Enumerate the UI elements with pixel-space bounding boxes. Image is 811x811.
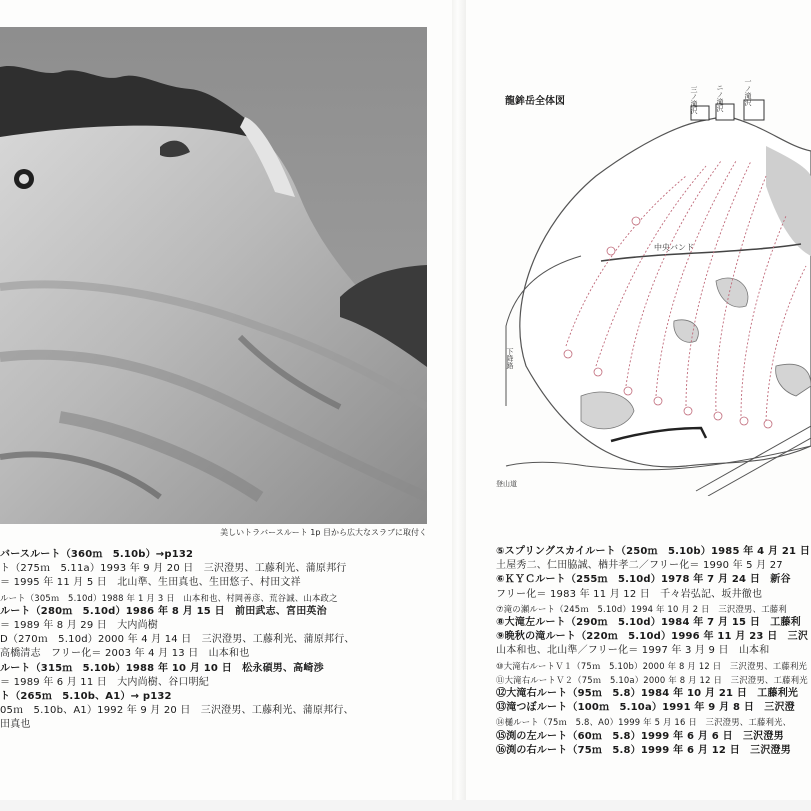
slab-photo xyxy=(0,27,427,524)
gully-label: 三ノ滝沢 xyxy=(690,86,698,114)
route-entry: ト（275ｍ 5.11a）1993 年 9 月 20 日 三沢澄男、工藤利光、蒲原邦行 xyxy=(0,563,347,575)
page-bottom-edge xyxy=(0,800,811,811)
route-entry: ルート（280ｍ 5.10d）1986 年 8 月 15 日 前田武志、宮田英治 xyxy=(0,605,327,617)
topo-map xyxy=(486,66,811,496)
page-gutter xyxy=(452,0,466,811)
route-entry: ルート（305ｍ 5.10d）1988 年 1 月 3 日 山本和也、村岡善彦、荒谷誠、山本政之 xyxy=(0,592,338,603)
route-entry: バースルート（360ｍ 5.10b）→p132 xyxy=(0,549,194,560)
route-entry: ト（265ｍ 5.10b、A1）→ p132 xyxy=(0,691,172,703)
map-title: 龍鉾岳全体図 xyxy=(505,96,565,107)
left-route-list xyxy=(0,548,445,733)
route-entry: ⑧大滝左ルート（290ｍ 5.10d）1984 年 7 月 15 日 工藤利 xyxy=(496,617,801,629)
route-entry: ルート（315ｍ 5.10b）1988 年 10 月 10 日 松永碩男、高崎渉 xyxy=(0,662,324,674)
right-route-list xyxy=(496,545,811,758)
route-entry: ⑫大滝右ルート（95ｍ 5.8）1984 年 10 月 21 日 工藤利光 xyxy=(496,688,799,700)
gully-label: ニノ滝沢 xyxy=(716,84,724,112)
route-entry: ⑭樋ルート（75ｍ 5.8、A0）1999 年 5 月 16 日 三沢澄男、工藤利光、 xyxy=(496,717,792,728)
photo-caption: 美しいトラバースルート 1p 目から広大なスラブに取付く xyxy=(220,528,427,537)
approach-label: 登山道 xyxy=(496,480,517,488)
route-entry: 田真也 xyxy=(0,719,31,731)
route-entry: ⑦滝の瀬ルート（245ｍ 5.10d）1994 年 10 月 2 日 三沢澄男、工藤利 xyxy=(496,603,787,614)
route-entry: ⑮渕の左ルート（60ｍ 5.8）1999 年 6 月 6 日 三沢澄男 xyxy=(496,730,784,742)
route-entry: ＝ 1995 年 11 月 5 日 北山準、生田真也、生田悠子、村田文祥 xyxy=(0,577,301,589)
route-entry: ⑤スプリングスカイルート（250ｍ 5.10b）1985 年 4 月 21 日 xyxy=(496,546,811,557)
descent-label: 下降路 xyxy=(506,348,514,369)
route-entry: ⑨晩秋の滝ルート（220ｍ 5.10d）1996 年 11 月 23 日 三沢 xyxy=(496,631,809,643)
route-entry: フリー化＝ 1983 年 11 月 12 日 千々岩弘記、坂井徹也 xyxy=(496,588,763,600)
route-entry: 05ｍ 5.10b、A1）1992 年 9 月 20 日 三沢澄男、工藤利光、蒲原邦行、 xyxy=(0,705,354,717)
route-entry: 山本和也、北山準／フリー化＝ 1997 年 3 月 9 日 山本和 xyxy=(496,645,770,657)
route-entry: 高橋清志 フリー化＝ 2003 年 4 月 13 日 山本和也 xyxy=(0,648,250,660)
route-entry: ＝ 1989 年 6 月 11 日 大内尚樹、谷口明紀 xyxy=(0,676,210,688)
route-entry: ⑥ＫＹＣルート（255ｍ 5.10d）1978 年 7 月 24 日 新谷 xyxy=(496,574,791,586)
route-entry: ⑬滝つぼルート（100ｍ 5.10a）1991 年 9 月 8 日 三沢澄 xyxy=(496,702,795,714)
gully-label: 一ノ滝沢 xyxy=(744,78,752,106)
route-entry: 土屋秀二、仁田脇誠、楢井孝二／フリー化＝ 1990 年 5 月 27 xyxy=(496,560,783,572)
central-band-label: 中央バンド xyxy=(654,243,694,252)
route-entry: D（270ｍ 5.10d）2000 年 4 月 14 日 三沢澄男、工藤利光、蒲原邦行、 xyxy=(0,634,355,646)
route-entry: ⑯渕の右ルート（75ｍ 5.8）1999 年 6 月 12 日 三沢澄男 xyxy=(496,744,791,756)
route-entry: ＝ 1989 年 8 月 29 日 大内尚樹 xyxy=(0,620,159,632)
route-entry: ⑪大滝右ルートＶ２（75ｍ 5.10a）2000 年 8 月 12 日 三沢澄男、工藤利光 xyxy=(496,674,808,685)
route-entry: ⑩大滝右ルートＶ１（75ｍ 5.10b）2000 年 8 月 12 日 三沢澄男、工藤利光 xyxy=(496,660,808,671)
